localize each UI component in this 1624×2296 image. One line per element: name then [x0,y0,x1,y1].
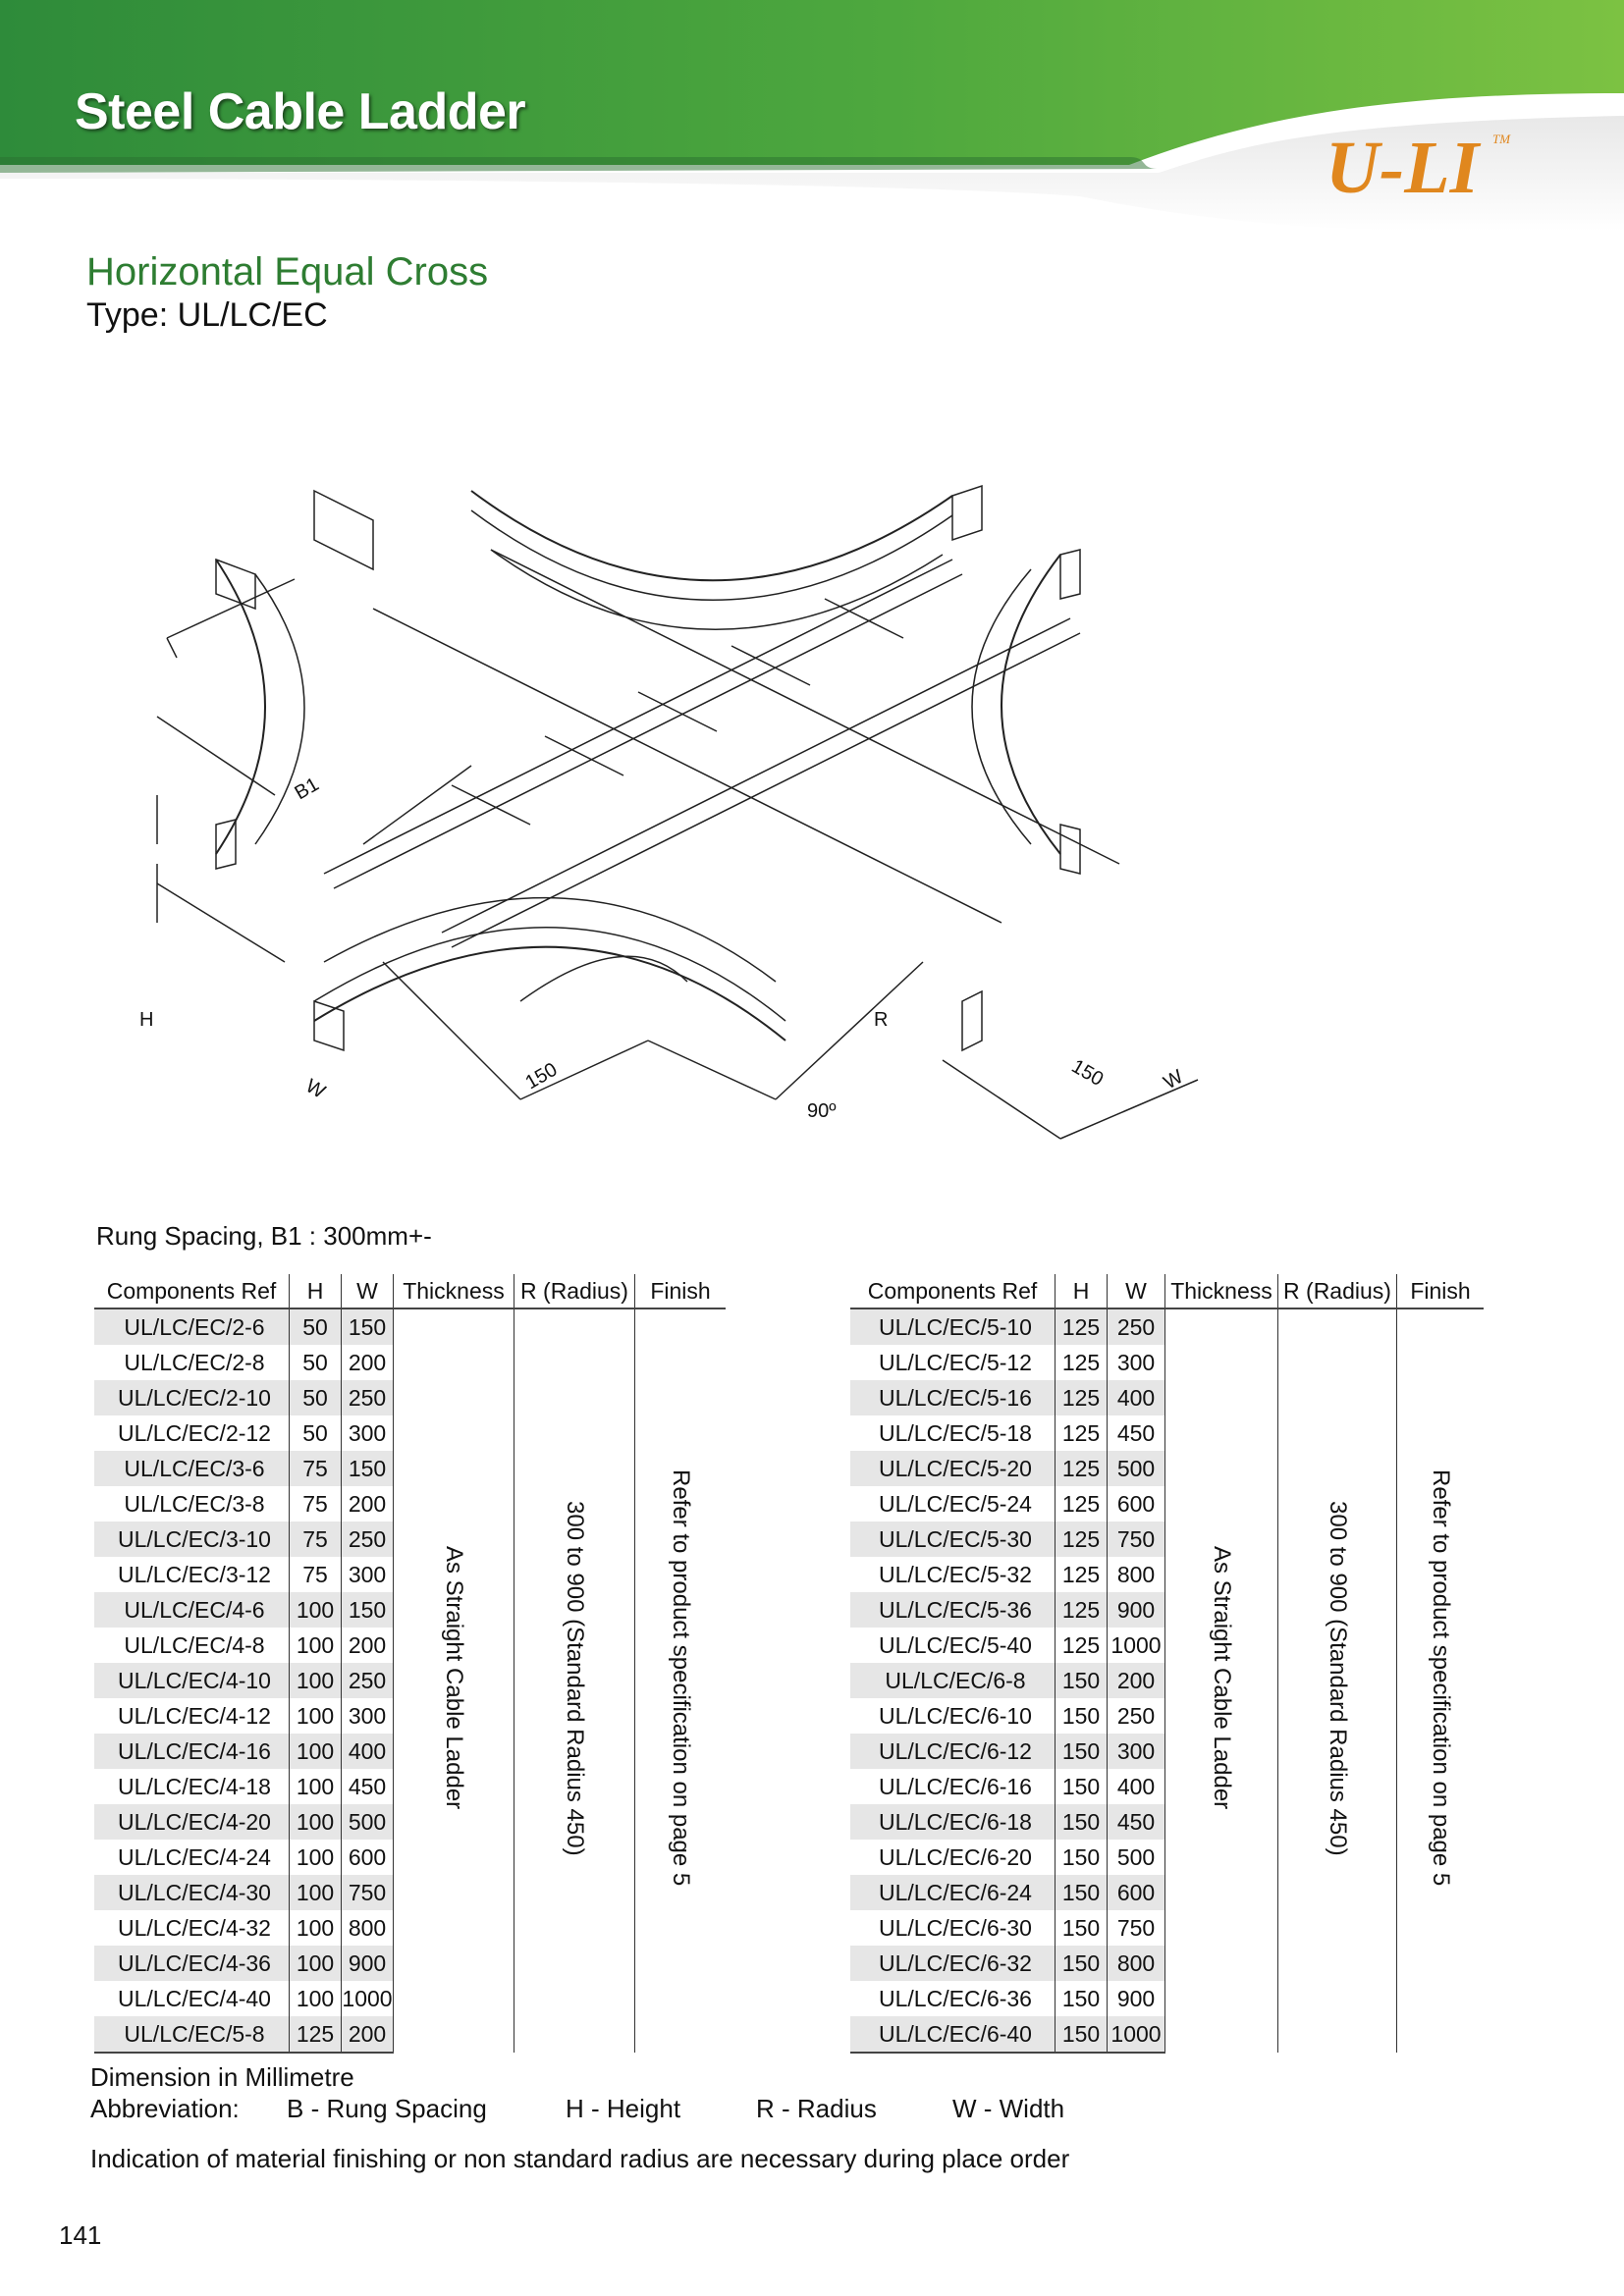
cell-w: 500 [342,1804,394,1840]
cell-radius-merged [514,1308,635,2053]
cell-w: 200 [342,1345,394,1380]
cell-w: 800 [342,1910,394,1946]
notes [90,2061,1064,2124]
cell-components-ref: UL/LC/EC/3-10 [94,1522,290,1557]
cell-w: 250 [1108,1698,1165,1734]
cell-components-ref: UL/LC/EC/4-20 [94,1804,290,1840]
cell-components-ref: UL/LC/EC/6-24 [850,1875,1056,1910]
cell-w: 1000 [1108,1628,1165,1663]
cell-h: 150 [1056,1804,1108,1840]
cell-h: 100 [290,1663,342,1698]
cell-w: 450 [1108,1804,1165,1840]
cell-w: 250 [342,1522,394,1557]
spec-table-right [850,1274,1484,2054]
cell-h: 75 [290,1486,342,1522]
cell-h: 150 [1056,1840,1108,1875]
abbreviation-line [90,2093,1064,2124]
brand-logo: U-LI [1326,127,1480,209]
cell-components-ref: UL/LC/EC/6-36 [879,1985,1032,2011]
section-type: Type: UL/LC/EC [86,296,328,334]
spec-table-left-body [94,1308,726,2053]
cell-w: 750 [1108,1910,1165,1946]
table-row [850,1308,1484,1345]
cell-w: 400 [1108,1769,1165,1804]
page-number: 141 [59,2220,102,2250]
label-h: H [139,1009,154,1031]
cell-w: 500 [1108,1451,1165,1486]
cell-components-ref: UL/LC/EC/4-12 [118,1702,271,1729]
cell-w: 600 [1108,1486,1165,1522]
cell-finish-merged-text: Refer to product specification on page 5 [668,1469,694,1887]
cell-components-ref: UL/LC/EC/5-30 [850,1522,1056,1557]
cell-components-ref: UL/LC/EC/4-32 [118,1914,271,1941]
cell-w: 250 [342,1663,394,1698]
cell-w: 450 [1108,1415,1165,1451]
label-w-left: W [301,1075,329,1103]
cell-components-ref: UL/LC/EC/5-32 [879,1561,1032,1587]
cell-components-ref: UL/LC/EC/5-18 [879,1419,1032,1446]
abbr-radius: R - Radius [756,2094,877,2123]
cell-w: 900 [1108,1592,1165,1628]
cell-w: 300 [342,1698,394,1734]
cell-h: 100 [290,1840,342,1875]
cell-w: 800 [1108,1557,1165,1592]
cell-h: 100 [290,1875,342,1910]
cell-h: 125 [1056,1451,1108,1486]
label-length-left: 150 [521,1058,562,1095]
cell-w: 900 [342,1946,394,1981]
cell-components-ref: UL/LC/EC/2-12 [118,1419,271,1446]
cell-h: 100 [290,1981,342,2016]
cell-components-ref: UL/LC/EC/6-10 [879,1702,1032,1729]
cell-components-ref: UL/LC/EC/5-8 [94,2016,290,2053]
cell-components-ref: UL/LC/EC/3-8 [124,1490,265,1517]
header-h: H [290,1274,342,1308]
cell-h: 75 [290,1557,342,1592]
cell-h: 150 [1056,1698,1108,1734]
cell-w: 900 [1108,1981,1165,2016]
header-finish: Finish [635,1274,727,1308]
cell-w: 500 [1108,1840,1165,1875]
cell-thickness-merged-text: As Straight Cable Ladder [1209,1546,1235,1810]
spec-table-right-body [850,1308,1484,2053]
cell-w: 150 [342,1451,394,1486]
label-w-right: W [1160,1065,1187,1095]
header-radius: R (Radius) [1278,1274,1397,1308]
cell-thickness-merged-text: As Straight Cable Ladder [441,1546,467,1810]
cell-components-ref: UL/LC/EC/6-12 [850,1734,1056,1769]
cell-w: 300 [1108,1734,1165,1769]
cell-w: 450 [342,1769,394,1804]
label-angle: 90º [807,1100,837,1122]
cell-w: 250 [342,1380,394,1415]
cell-components-ref: UL/LC/EC/4-40 [118,1985,271,2011]
cell-h: 75 [290,1451,342,1486]
cell-h: 50 [290,1415,342,1451]
cell-h: 150 [1056,1769,1108,1804]
cell-h: 125 [1056,1308,1108,1345]
cell-w: 400 [1108,1380,1165,1415]
cell-w: 750 [1108,1522,1165,1557]
cell-h: 75 [290,1522,342,1557]
cell-w: 800 [1108,1946,1165,1981]
cell-h: 125 [290,2016,342,2053]
cell-components-ref: UL/LC/EC/3-12 [118,1561,271,1587]
cell-h: 125 [1056,1345,1108,1380]
cell-w: 150 [342,1592,394,1628]
cell-finish-merged [1397,1308,1485,2053]
abbr-height: H - Height [566,2094,681,2123]
cell-components-ref: UL/LC/EC/4-8 [124,1631,265,1658]
cell-w: 1000 [1108,2016,1165,2053]
cell-components-ref: UL/LC/EC/2-10 [94,1380,290,1415]
cell-components-ref: UL/LC/EC/2-8 [124,1349,265,1375]
abbreviation-label: Abbreviation: [90,2094,240,2123]
trademark-mark: TM [1492,132,1511,146]
cell-w: 200 [342,1486,394,1522]
horizontal-cross-drawing [139,412,1453,1198]
header-components-ref: Components Ref [94,1274,290,1308]
cell-w: 300 [342,1415,394,1451]
table-row [94,1308,726,1345]
cell-h: 125 [1056,1415,1108,1451]
cell-h: 50 [290,1380,342,1415]
cell-h: 100 [290,1946,342,1981]
cell-components-ref: UL/LC/EC/6-40 [850,2016,1056,2053]
label-length-right: 150 [1067,1055,1108,1092]
cell-components-ref: UL/LC/EC/5-10 [850,1308,1056,1345]
spec-table-left [94,1274,726,2054]
cell-components-ref: UL/LC/EC/4-6 [94,1592,290,1628]
label-b1: B1 [291,774,323,805]
cell-h: 150 [1056,1910,1108,1946]
cell-h: 125 [1056,1557,1108,1592]
cell-finish-merged [635,1308,727,2053]
cell-components-ref: UL/LC/EC/5-16 [850,1380,1056,1415]
section-title: Horizontal Equal Cross [86,250,489,294]
page-title: Steel Cable Ladder [75,83,526,140]
cell-components-ref: UL/LC/EC/2-6 [94,1308,290,1345]
cell-components-ref: UL/LC/EC/4-10 [94,1663,290,1698]
cell-h: 50 [290,1345,342,1380]
label-r: R [874,1009,889,1031]
cell-radius-merged [1278,1308,1397,2053]
cell-h: 125 [1056,1522,1108,1557]
cell-finish-merged-text: Refer to product specification on page 5 [1428,1469,1454,1887]
cell-components-ref: UL/LC/EC/4-30 [94,1875,290,1910]
cell-components-ref: UL/LC/EC/6-32 [850,1946,1056,1981]
abbr-width: W - Width [952,2094,1065,2123]
cell-h: 150 [1056,1875,1108,1910]
cell-h: 125 [1056,1486,1108,1522]
order-note: Indication of material finishing or non standard radius are necessary during place order [90,2144,1070,2173]
cell-w: 250 [1108,1308,1165,1345]
cell-h: 150 [1056,1734,1108,1769]
page-header [0,0,1624,236]
cell-h: 125 [1056,1628,1108,1663]
cell-components-ref: UL/LC/EC/5-24 [879,1490,1032,1517]
cell-radius-merged-text: 300 to 900 (Standard Radius 450) [562,1500,588,1856]
cell-radius-merged-text: 300 to 900 (Standard Radius 450) [1325,1500,1351,1856]
cell-w: 600 [1108,1875,1165,1910]
cell-thickness-merged [1165,1308,1278,2053]
cell-components-ref: UL/LC/EC/6-18 [850,1804,1056,1840]
cell-components-ref: UL/LC/EC/6-16 [879,1773,1032,1799]
cell-h: 100 [290,1628,342,1663]
cell-w: 200 [1108,1663,1165,1698]
cell-components-ref: UL/LC/EC/6-20 [879,1843,1032,1870]
cell-h: 100 [290,1734,342,1769]
cell-components-ref: UL/LC/EC/3-6 [94,1451,290,1486]
cell-h: 100 [290,1910,342,1946]
dimension-note: Dimension in Millimetre [90,2062,354,2092]
cell-components-ref: UL/LC/EC/4-36 [94,1946,290,1981]
abbr-rung-spacing: B - Rung Spacing [287,2094,487,2123]
cell-components-ref: UL/LC/EC/5-20 [850,1451,1056,1486]
cell-h: 100 [290,1592,342,1628]
cell-components-ref: UL/LC/EC/5-36 [850,1592,1056,1628]
header-radius: R (Radius) [514,1274,635,1308]
cell-components-ref: UL/LC/EC/5-12 [879,1349,1032,1375]
header-w: W [342,1274,394,1308]
cell-w: 200 [342,2016,394,2053]
header-thickness: Thickness [1165,1274,1278,1308]
cell-w: 300 [342,1557,394,1592]
cell-h: 100 [290,1769,342,1804]
cell-h: 150 [1056,1663,1108,1698]
cell-h: 150 [1056,1981,1108,2016]
cell-components-ref: UL/LC/EC/4-16 [94,1734,290,1769]
cell-h: 100 [290,1698,342,1734]
cell-w: 1000 [342,1981,394,2016]
cell-h: 50 [290,1308,342,1345]
rung-spacing-note: Rung Spacing, B1 : 300mm+- [96,1221,432,1251]
cell-components-ref: UL/LC/EC/5-40 [879,1631,1032,1658]
cell-w: 200 [342,1628,394,1663]
cell-w: 750 [342,1875,394,1910]
cell-components-ref: UL/LC/EC/6-30 [879,1914,1032,1941]
cell-components-ref: UL/LC/EC/6-8 [850,1663,1056,1698]
header-thickness: Thickness [394,1274,514,1308]
cell-h: 150 [1056,2016,1108,2053]
cell-h: 125 [1056,1380,1108,1415]
header-h: H [1056,1274,1108,1308]
cell-h: 100 [290,1804,342,1840]
cell-w: 300 [1108,1345,1165,1380]
cell-w: 400 [342,1734,394,1769]
cell-components-ref: UL/LC/EC/4-18 [118,1773,271,1799]
cell-thickness-merged [394,1308,514,2053]
cell-h: 150 [1056,1946,1108,1981]
cell-components-ref: UL/LC/EC/4-24 [118,1843,271,1870]
cell-w: 150 [342,1308,394,1345]
header-finish: Finish [1397,1274,1485,1308]
cell-w: 600 [342,1840,394,1875]
cell-h: 125 [1056,1592,1108,1628]
header-w: W [1108,1274,1165,1308]
header-components-ref: Components Ref [850,1274,1056,1308]
